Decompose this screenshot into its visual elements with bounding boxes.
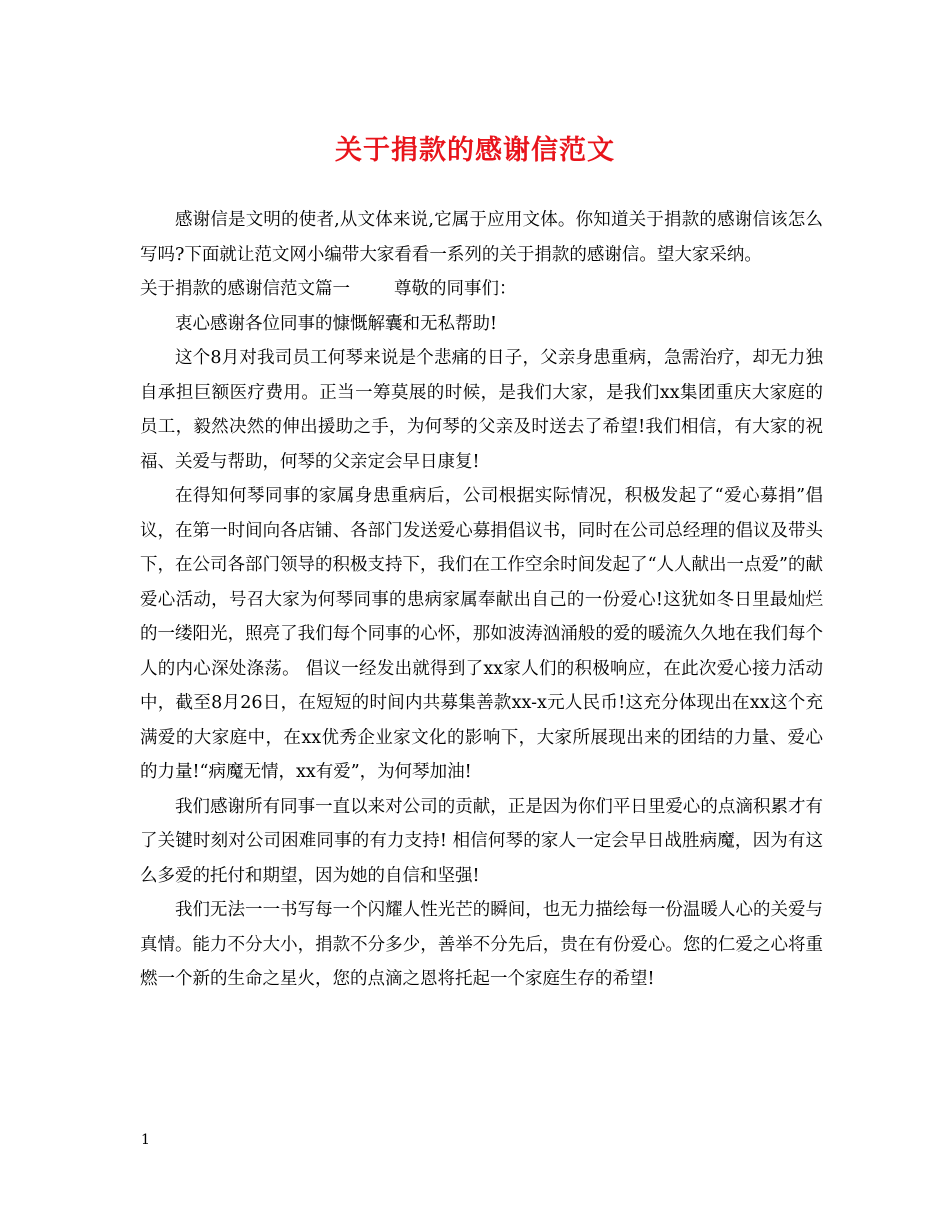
document-body [140,203,823,997]
section-title: 关于捐款的感谢信范文篇一 [140,279,350,299]
salutation: 尊敬的同事们： [394,279,517,299]
body-paragraph: 衷心感谢各位同事的慷慨解囊和无私帮助! [175,313,498,334]
page-title: 关于捐款的感谢信范文 [335,135,615,166]
page-number: 1 [141,1132,150,1148]
body-paragraph: 我们无法一一书写每一个闪耀人性光芒的瞬间，也无力描绘每一份温暖人心的关爱与真情。能力不分大小，捐款不分多少，善举不分先后，贵在有份爱心。您的仁爱之心将重燃一个新的生命之星火，您的点滴之恩将托起一个家庭生存的希望! [140,900,823,989]
body-paragraph: 我们感谢所有同事一直以来对公司的贡献，正是因为你们平日里爱心的点滴积累才有了关键时刻对公司困难同事的有力支持! 相信何琴的家人一定会早日战胜病魔，因为有这么多爱的托付和期望，因为她的自信和坚强! [140,796,823,886]
section-heading-line [140,272,823,307]
body-paragraph: 这个8月对我司员工何琴来说是个悲痛的日子，父亲身患重病，急需治疗，却无力独自承担巨额医疗费用。正当一筹莫展的时候，是我们大家，是我们xx集团重庆大家庭的员工，毅然决然的伸出援助之手，为何琴的父亲及时送去了希望!我们相信，有大家的祝福、关爱与帮助，何琴的父亲定会早日康复! [140,348,823,472]
intro-paragraph: 感谢信是文明的使者,从文体来说,它属于应用文体。你知道关于捐款的感谢信该怎么写吗?下面就让范文网小编带大家看看一系列的关于捐款的感谢信。望大家采纳。 [140,210,823,265]
body-paragraph: 在得知何琴同事的家属身患重病后，公司根据实际情况，积极发起了“爱心募捐”倡议，在第一时间向各店铺、各部门发送爱心募捐倡议书，同时在公司总经理的倡议及带头下，在公司各部门领导的积极支持下，我们在工作空余时间发起了“人人献出一点爱”的献爱心活动，号召大家为何琴同事的患病家属奉献出自己的一份爱心!这犹如冬日里最灿烂的一缕阳光，照亮了我们每个同事的心怀，那如波涛汹涌般的爱的暖流久久地在我们每个人的内心深处涤荡。 倡议一经发出就得到了xx家人们的积极响应，在此次爱心接力活动中，截至8月26日，在短短的时间内共募集善款xx-x元人民币!这充分体现出在xx这个充满爱的大家庭中，在xx优秀企业家文化的影响下，大家所展现出来的团结的力量、爱心的力量!“病魔无情，xx有爱”，为何琴加油! [140,486,823,782]
